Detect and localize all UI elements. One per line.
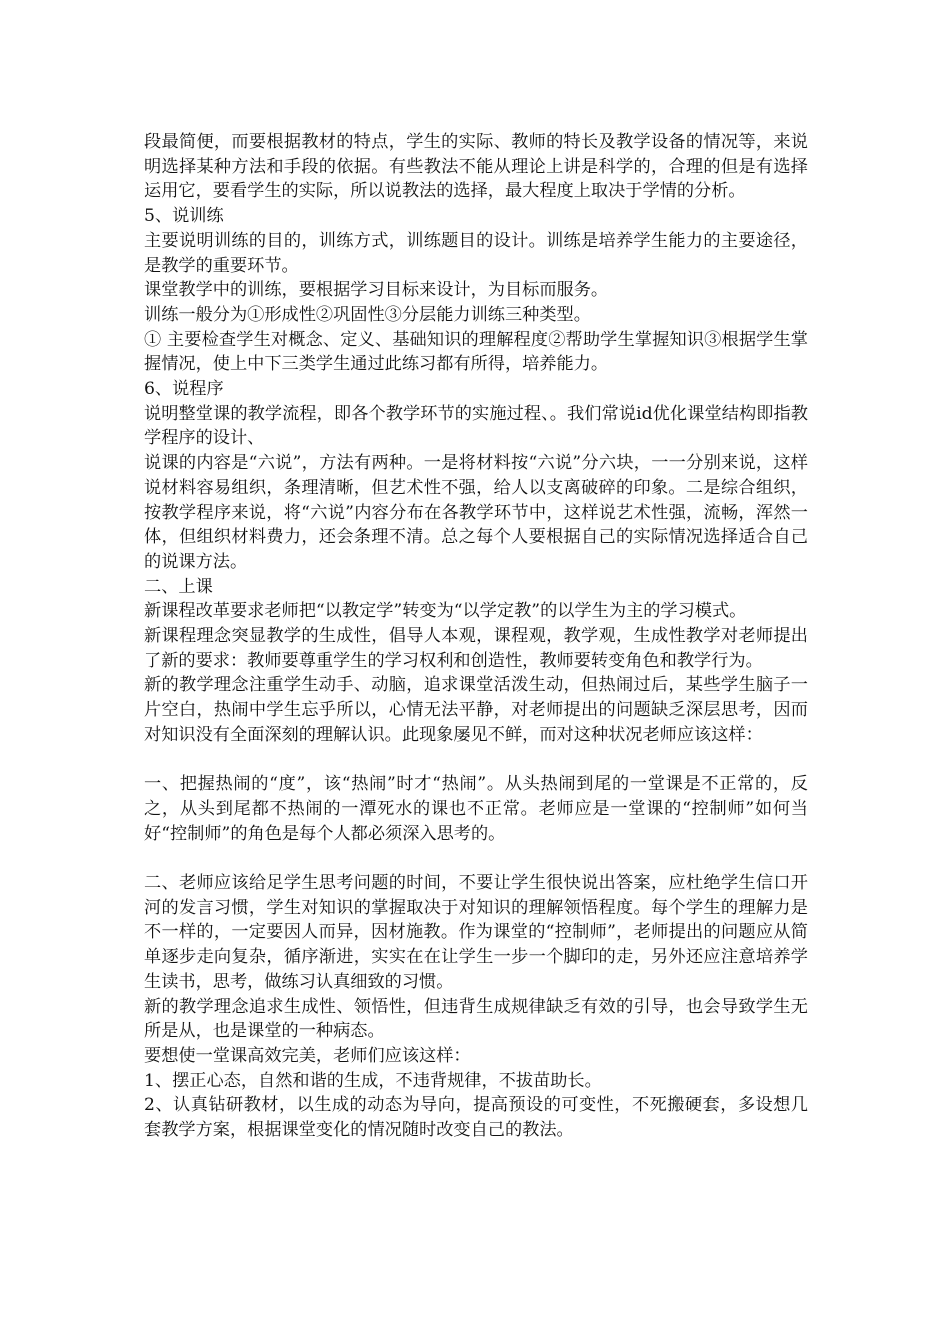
blank-line (144, 846, 808, 871)
paragraph-training-details: ① 主要检查学生对概念、定义、基础知识的理解程度②帮助学生掌握知识③根据学生掌握情况，使上中下三类学生通过此练习都有所得，培养能力。 (144, 329, 808, 375)
paragraph-curriculum-reform: 新课程改革要求老师把“以教定学”转变为“以学定教”的以学生为主的学习模式。 (144, 601, 747, 622)
paragraph-lively-class: 新的教学理念注重学生动手、动脑，追求课堂活泼生动，但热闹过后，某些学生脑子一片空白，热闹中学生忘乎所以，心情无法平静，对老师提出的问题缺乏深层思考，因而对知识没有全面深刻的理解认识。此现象屡见不鲜，而对这种状况老师应该这样： (144, 675, 808, 745)
blank-line (144, 748, 808, 773)
paragraph-training-types: 训练一般分为①形成性②巩固性③分层能力训练三种类型。 (144, 304, 591, 325)
paragraph-teaching-method-conclusion: 段最简便，而要根据教材的特点，学生的实际、教师的特长及教学设备的情况等，来说明选择某种方法和手段的依据。有些教法不能从理论上讲是科学的，合理的但是有选择运用它，要看学生的实际，所以说教法的选择，最大程度上取决于学情的分析。 (144, 132, 808, 202)
paragraph-point-one: 一、把握热闹的“度”，该“热闹”时才“热闹”。从头热闹到尾的一堂课是不正常的，反之，从头到尾都不热闹的一潭死水的课也不正常。老师应是一堂课的“控制师”如何当好“控制师”的角色是每个人都必须深入思考的。 (144, 774, 808, 844)
paragraph-curriculum-concept: 新课程理念突显教学的生成性，倡导人本观，课程观，教学观，生成性教学对老师提出了新的要求：教师要尊重学生的学习权利和创造性，教师要转变角色和教学行为。 (144, 626, 808, 671)
paragraph-procedure-description: 说明整堂课的教学流程，即各个教学环节的实施过程、。我们常说id优化课堂结构即指教学程序的设计、 (144, 403, 808, 449)
paragraph-generative-teaching: 新的教学理念追求生成性、领悟性，但违背生成规律缺乏有效的引导，也会导致学生无所是从，也是课堂的一种病态。 (144, 996, 808, 1042)
paragraph-training-purpose: 主要说明训练的目的，训练方式，训练题目的设计。训练是培养学生能力的主要途径，是教学的重要环节。 (144, 230, 808, 276)
paragraph-training-design: 课堂教学中的训练，要根据学习目标来设计，为目标而服务。 (144, 280, 609, 301)
heading-procedure: 6、说程序 (144, 379, 224, 400)
document-body (144, 130, 808, 1143)
heading-training: 5、说训练 (144, 206, 224, 227)
list-item-1: 1、摆正心态，自然和谐的生成，不违背规律，不拔苗助长。 (144, 1070, 602, 1091)
heading-class: 二、上课 (144, 576, 213, 597)
paragraph-point-two: 二、老师应该给足学生思考问题的时间，不要让学生很快说出答案，应杜绝学生信口开河的发言习惯，学生对知识的掌握取决于对知识的理解领悟程度。每个学生的理解力是不一样的，一定要因人而异，因材施教。作为课堂的“控制师”，老师提出的问题应从简单逐步走向复杂，循序渐进，实实在在让学生一步一个脚印的走，另外还应注意培养学生读书，思考，做练习认真细致的习惯。 (144, 873, 808, 992)
paragraph-efficient-class: 要想使一堂课高效完美，老师们应该这样： (144, 1045, 471, 1066)
paragraph-lecture-methods: 说课的内容是“六说”，方法有两种。一是将材料按“六说”分六块，一一分别来说，这样说材料容易组织，条理清晰，但艺术性不强，给人以支离破碎的印象。二是综合组织，按教学程序来说，将“六说”内容分布在各教学环节中，这样说艺术性强，流畅，浑然一体，但组织材料费力，还会条理不清。总之每个人要根据自己的实际情况选择适合自己的说课方法。 (144, 453, 808, 572)
list-item-2: 2、认真钻研教材，以生成的动态为导向，提高预设的可变性，不死搬硬套，多设想几套教学方案，根据课堂变化的情况随时改变自己的教法。 (144, 1095, 808, 1141)
